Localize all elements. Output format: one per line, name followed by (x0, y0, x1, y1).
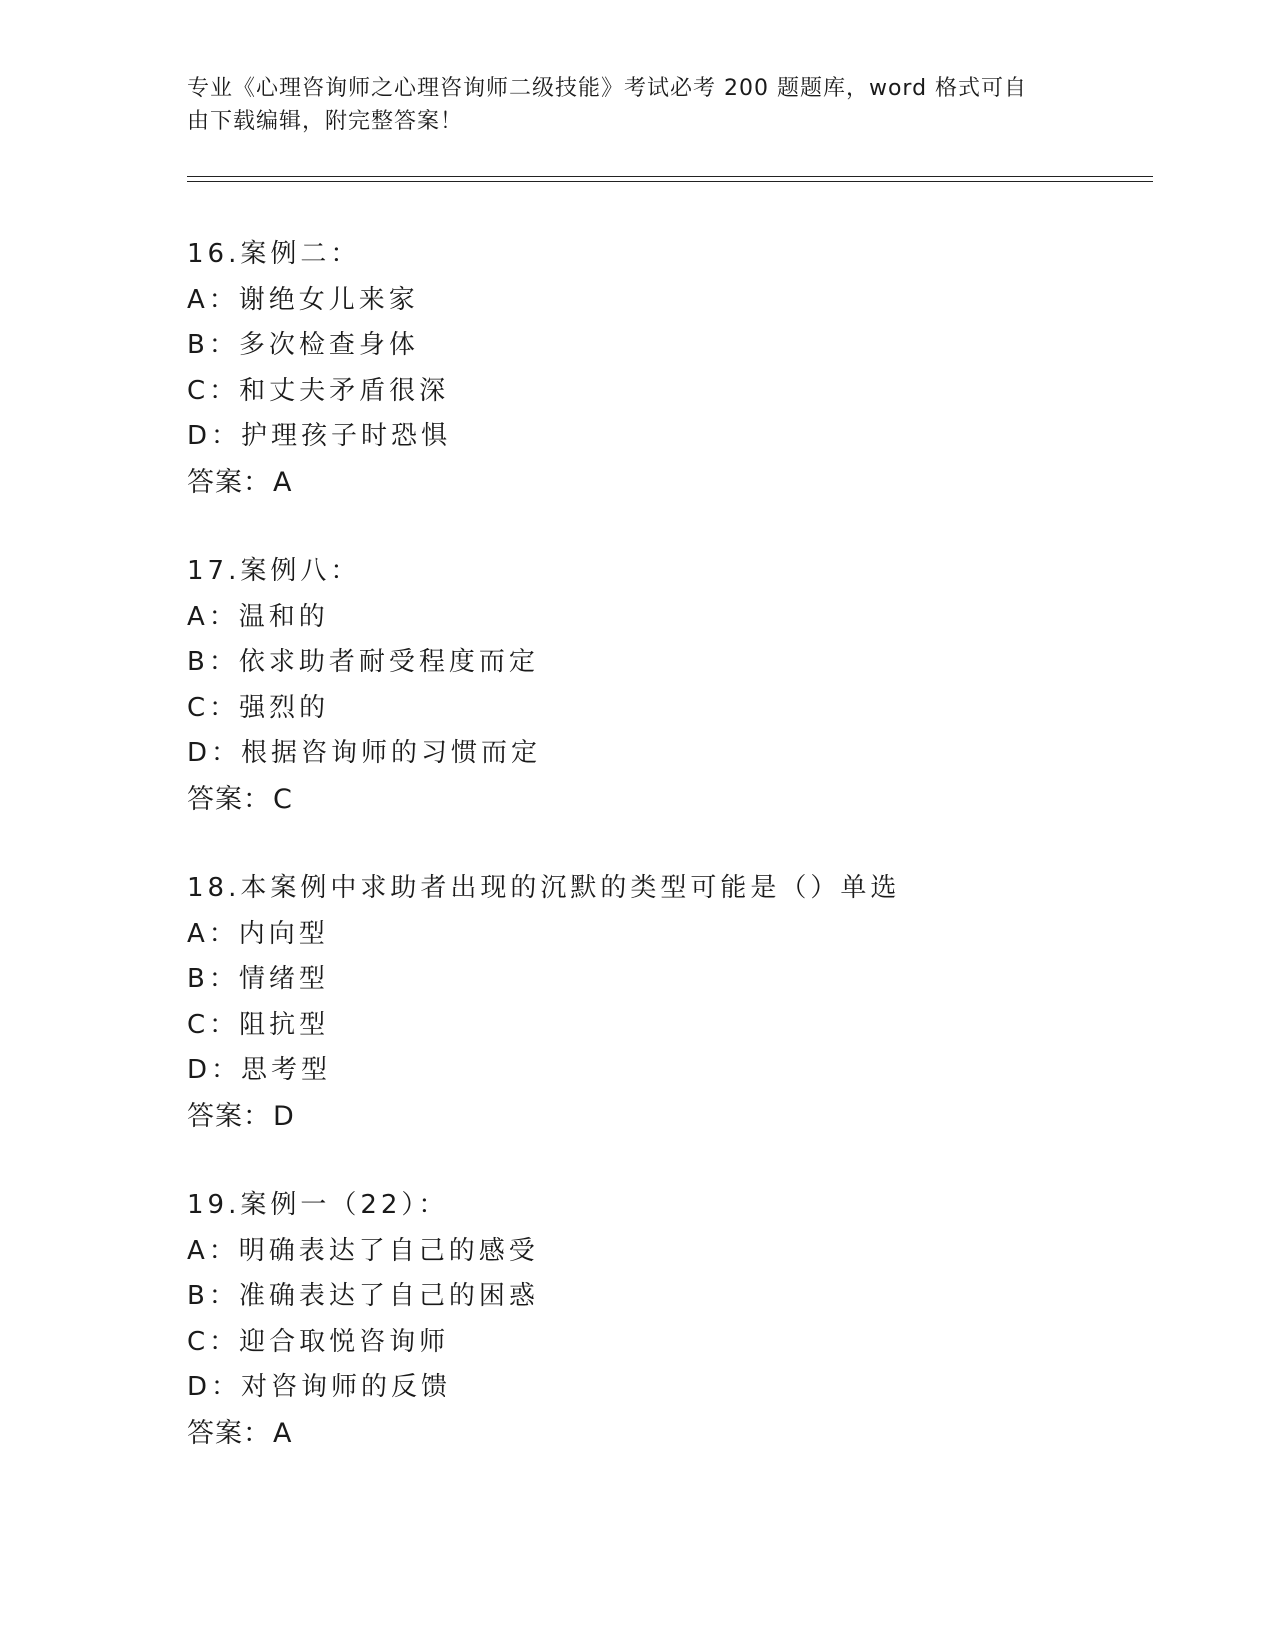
answer-label: 答案： (187, 1417, 271, 1449)
option-b: B：依求助者耐受程度而定 (187, 647, 539, 677)
header-divider-bottom (187, 181, 1153, 182)
option-b: B：多次检查身体 (187, 330, 419, 360)
question-16 (187, 232, 1087, 505)
answer-value: C (273, 783, 293, 815)
header-line-2: 由下载编辑，附完整答案！ (187, 109, 464, 134)
question-stem: 18.本案例中求助者出现的沉默的类型可能是（）单选 (187, 873, 901, 903)
option-d: D：护理孩子时恐惧 (187, 421, 452, 451)
question-17 (187, 549, 1087, 822)
question-19 (187, 1183, 1087, 1456)
option-c: C：阻抗型 (187, 1009, 330, 1040)
option-d: D：对咨询师的反馈 (187, 1372, 452, 1402)
answer-line (187, 1094, 1087, 1140)
option-c: C：强烈的 (187, 692, 330, 723)
option-c: C：迎合取悦咨询师 (187, 1326, 450, 1357)
answer-label: 答案： (187, 783, 271, 815)
option-a: A：谢绝女儿来家 (187, 284, 419, 315)
question-stem: 17.案例八： (187, 556, 361, 586)
option-d: D：思考型 (187, 1055, 332, 1085)
question-18 (187, 866, 1087, 1139)
answer-label: 答案： (187, 466, 271, 498)
option-d: D：根据咨询师的习惯而定 (187, 738, 542, 768)
header-divider-top (187, 176, 1153, 177)
option-a: A：温和的 (187, 601, 329, 632)
document-header (187, 72, 1067, 138)
option-a: A：明确表达了自己的感受 (187, 1235, 539, 1266)
option-a: A：内向型 (187, 918, 329, 949)
answer-line (187, 1411, 1087, 1457)
question-list (187, 232, 1087, 1500)
answer-value: A (273, 1417, 293, 1449)
header-line-1: 专业《心理咨询师之心理咨询师二级技能》考试必考 200 题题库，word 格式可自 (187, 76, 1028, 101)
answer-line (187, 777, 1087, 823)
answer-value: A (273, 466, 293, 498)
option-c: C：和丈夫矛盾很深 (187, 375, 450, 406)
option-b: B：准确表达了自己的困惑 (187, 1281, 539, 1311)
question-stem: 19.案例一（22）： (187, 1190, 449, 1220)
option-b: B：情绪型 (187, 964, 329, 994)
answer-line (187, 460, 1087, 506)
answer-label: 答案： (187, 1100, 271, 1132)
question-stem: 16.案例二： (187, 239, 361, 269)
answer-value: D (273, 1100, 295, 1132)
